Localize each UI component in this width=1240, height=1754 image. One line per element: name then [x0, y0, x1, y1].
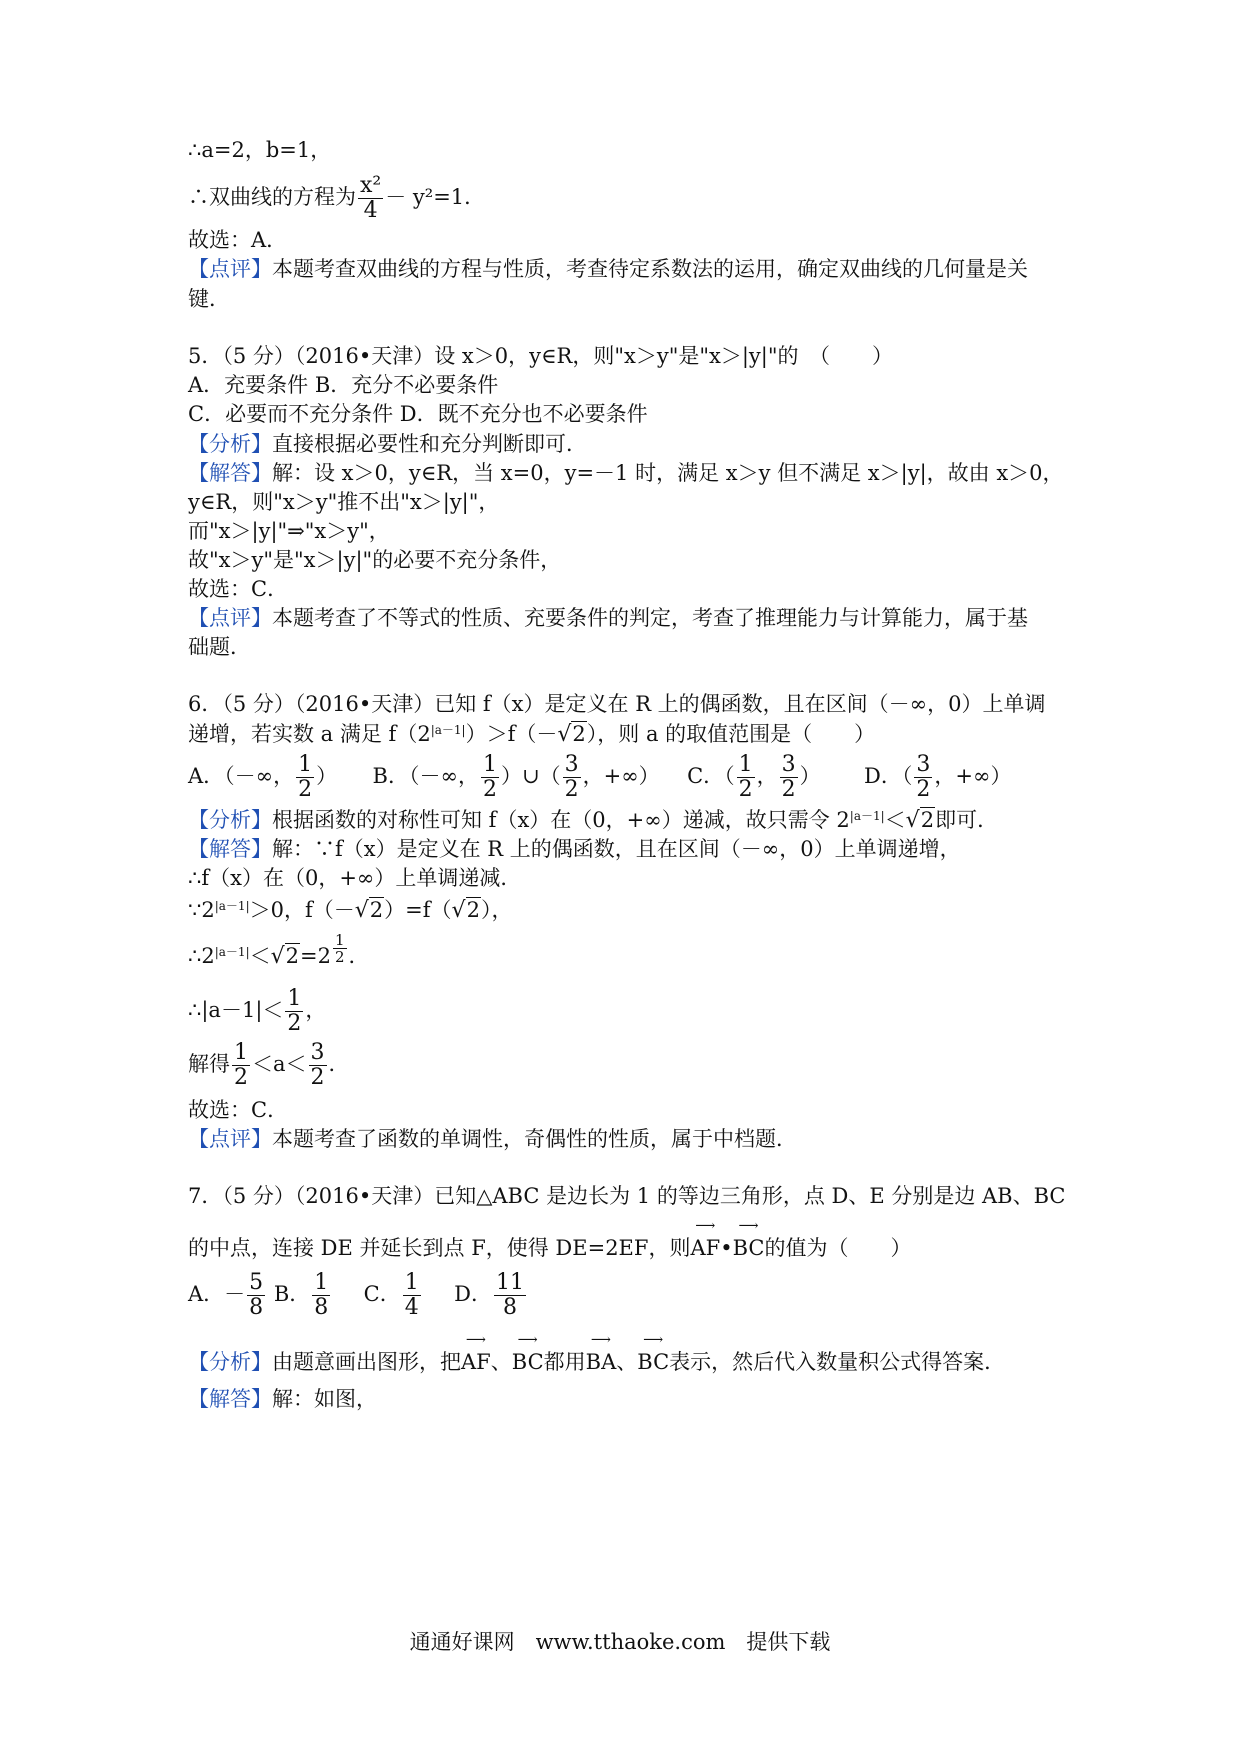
answer-tag: 【解答】	[188, 837, 272, 861]
text-line: ∴|a－1|＜ $\frac{1}{2}$ ，	[188, 986, 327, 1036]
comment-tag: 【点评】	[188, 606, 272, 630]
answer-line: 【解答】解：如图，	[188, 1387, 377, 1411]
text-line: $\because 2^{|a-1|}>0$，f（－√2）=f（√2），	[188, 898, 513, 923]
text-line: 【点评】本题考查双曲线的方程与性质，考查待定系数法的运用，确定双曲线的几何量是关	[188, 257, 1028, 281]
fraction: $\frac{\text{x²}}{4}$	[360, 173, 382, 223]
text-line: 的中点，连接 DE 并延长到点 F，使得 DE=2EF，则 ⟶ AF• ⟶ BC的值为（ ）	[188, 1218, 912, 1260]
comment-tag: 【点评】	[188, 257, 272, 281]
text-line: 解得 $\frac{1}{2}$ ＜a＜ $\frac{3}{2}$ ．	[188, 1040, 350, 1090]
options-line: A．（－∞， $\frac{1}{2}$ ） B．（－∞， $\frac{1}{2}$ ）∪（ $\frac{3}{2}$ ，+∞） C．（ $\frac{1}{2}$ ， $\frac{3}{2}$ ） D．（ $\frac{3}{2}$ ，+∞）	[188, 752, 1012, 802]
text-line: 故"x＞y"是"x＞|y|"的必要不充分条件，	[188, 548, 562, 572]
text-line: 递增，若实数 a 满足 $f(2^{|a-1|})>f(-√2)$，则 a 的取值范围是（ ）	[188, 722, 876, 747]
text-line: 故选：C．	[188, 577, 289, 601]
answer-line: 【解答】解：设 x＞0，y∈R，当 x=0，y=－1 时，满足 x＞y 但不满足 x＞|y|，故由 x＞0，	[188, 461, 1064, 485]
vector-bc: ⟶ BC	[732, 1218, 765, 1260]
analysis-tag: 【分析】	[188, 808, 272, 832]
text-line: $\therefore 2^{|a-1|}<√2=2$ $\frac{1}{2}$ ．	[188, 931, 370, 969]
footer-text: 通通好课网 www.tthaoke.com 提供下载	[409, 1630, 831, 1654]
question-6: 6．（5 分）（2016•天津）已知 f（x）是定义在 R 上的偶函数，且在区间（－∞，0）上单调	[188, 692, 1046, 716]
text-line: ∴a=2，b=1，	[188, 138, 332, 162]
sqrt: √2	[557, 722, 586, 747]
option-line: C．必要而不充分条件 D．既不充分也不必要条件	[188, 402, 648, 426]
answer-tag: 【解答】	[188, 1387, 272, 1411]
question-7: 7．（5 分）（2016•天津）已知△ABC 是边长为 1 的等边三角形，点 D、E 分别是边 AB、BC	[188, 1184, 1066, 1208]
text-line: 故选：A．	[188, 228, 288, 252]
answer-line: 【解答】解：∵f（x）是定义在 R 上的偶函数，且在区间（－∞，0）上单调递增，	[188, 837, 961, 861]
comment-line: 【点评】本题考查了函数的单调性，奇偶性的性质，属于中档题．	[188, 1127, 797, 1151]
comment-tag: 【点评】	[188, 1127, 272, 1151]
text-line: ∴双曲线的方程为 $\frac{\text{x²}}{4}$ － y²=1．	[188, 173, 486, 223]
text-line: 础题．	[188, 635, 251, 659]
text-line: ∴f（x）在（0，+∞）上单调递减．	[188, 866, 522, 890]
text-line: 而"x＞|y|"⇒"x＞y"，	[188, 519, 390, 543]
analysis-tag: 【分析】	[188, 432, 272, 456]
comment-line: 【点评】本题考查了不等式的性质、充要条件的判定，考查了推理能力与计算能力，属于基	[188, 606, 1028, 630]
answer-tag: 【解答】	[188, 461, 272, 485]
text-line: 键．	[188, 287, 230, 311]
option-line: A．充要条件 B．充分不必要条件	[188, 373, 499, 397]
text-line: 故选：C．	[188, 1098, 289, 1122]
options-line: A．－ $\frac{5}{8}$ B． $\frac{1}{8}$ C． $\frac{1}{4}$ D． $\frac{11}{8}$	[188, 1270, 524, 1320]
analysis-line: 【分析】由题意画出图形，把 ⟶ AF、 ⟶ BC都用 ⟶ BA、 ⟶ BC表示，然后代入数量积公式得答案．	[188, 1332, 1006, 1374]
vector-af: ⟶ AF	[690, 1218, 721, 1260]
question-5: 5．（5 分）（2016•天津）设 x＞0，y∈R，则"x＞y"是"x＞|y|"的 （ ）	[188, 344, 894, 368]
analysis-line: 【分析】直接根据必要性和充分判断即可．	[188, 432, 587, 456]
text-line: y∈R，则"x＞y"推不出"x＞|y|"，	[188, 490, 500, 514]
analysis-tag: 【分析】	[188, 1350, 272, 1374]
analysis-line: 【分析】根据函数的对称性可知 f（x）在（0，+∞）递减，故只需令 $2^{|a-1|}<√2$即可．	[188, 808, 999, 833]
